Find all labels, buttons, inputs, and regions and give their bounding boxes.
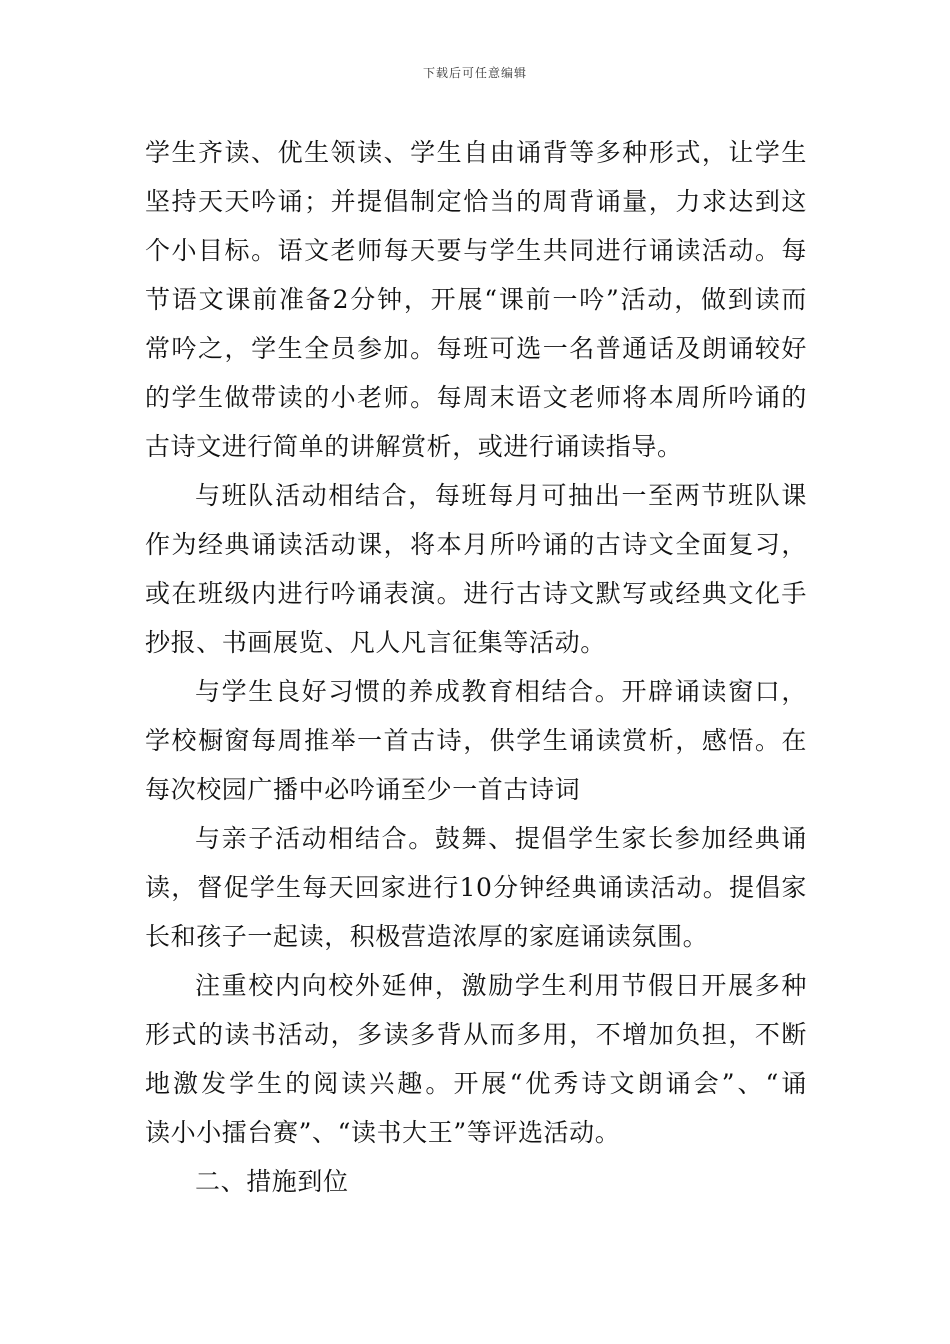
text-line: 形式的读书活动，多读多背从而多用，不增加负担，不断 [145, 1020, 807, 1049]
paragraph [145, 667, 807, 814]
text-line: 读小小擂台赛”、“读书大王”等评选活动。 [145, 1118, 621, 1147]
text-line: 每次校园广播中必吟诵至少一首古诗词 [145, 775, 581, 804]
text-line: 与学生良好习惯的养成教育相结合。开辟诵读窗口， [195, 677, 807, 706]
text-line: 学生齐读、优生领读、学生自由诵背等多种形式，让学生 [145, 138, 807, 167]
paragraph [145, 128, 807, 471]
text-line: 的学生做带读的小老师。每周末语文老师将本周所吟诵的 [145, 383, 807, 412]
section-heading-text: 二、措施到位 [195, 1167, 349, 1196]
page-header: 下载后可任意编辑 [422, 66, 527, 80]
paragraph [145, 471, 807, 667]
text-line: 地激发学生的阅读兴趣。开展“优秀诗文朗诵会”、“诵 [145, 1069, 807, 1098]
text-line: 学校橱窗每周推举一首古诗，供学生诵读赏析，感悟。在 [145, 726, 807, 755]
text-line: 作为经典诵读活动课，将本月所吟诵的古诗文全面复习， [145, 530, 807, 559]
text-line: 读，督促学生每天回家进行10分钟经典诵读活动。提倡家 [145, 873, 807, 902]
paragraph [145, 814, 807, 961]
text-line: 或在班级内进行吟诵表演。进行古诗文默写或经典文化手 [145, 579, 807, 608]
section-heading [145, 1157, 807, 1206]
text-line: 坚持天天吟诵；并提倡制定恰当的周背诵量，力求达到这 [145, 187, 807, 216]
text-line: 与亲子活动相结合。鼓舞、提倡学生家长参加经典诵 [195, 824, 807, 853]
text-line: 抄报、书画展览、凡人凡言征集等活动。 [145, 628, 606, 657]
paragraph [145, 961, 807, 1157]
text-line: 常吟之，学生全员参加。每班可选一名普通话及朗诵较好 [145, 334, 807, 363]
text-line: 长和孩子一起读，积极营造浓厚的家庭诵读氛围。 [145, 922, 709, 951]
text-line: 节语文课前准备2分钟，开展“课前一吟”活动，做到读而 [145, 285, 807, 314]
text-line: 注重校内向校外延伸，激励学生利用节假日开展多种 [195, 971, 807, 1000]
document-body [145, 128, 807, 1206]
text-line: 古诗文进行简单的讲解赏析，或进行诵读指导。 [145, 432, 683, 461]
text-line: 与班队活动相结合，每班每月可抽出一至两节班队课 [195, 481, 807, 510]
text-line: 个小目标。语文老师每天要与学生共同进行诵读活动。每 [145, 236, 807, 265]
